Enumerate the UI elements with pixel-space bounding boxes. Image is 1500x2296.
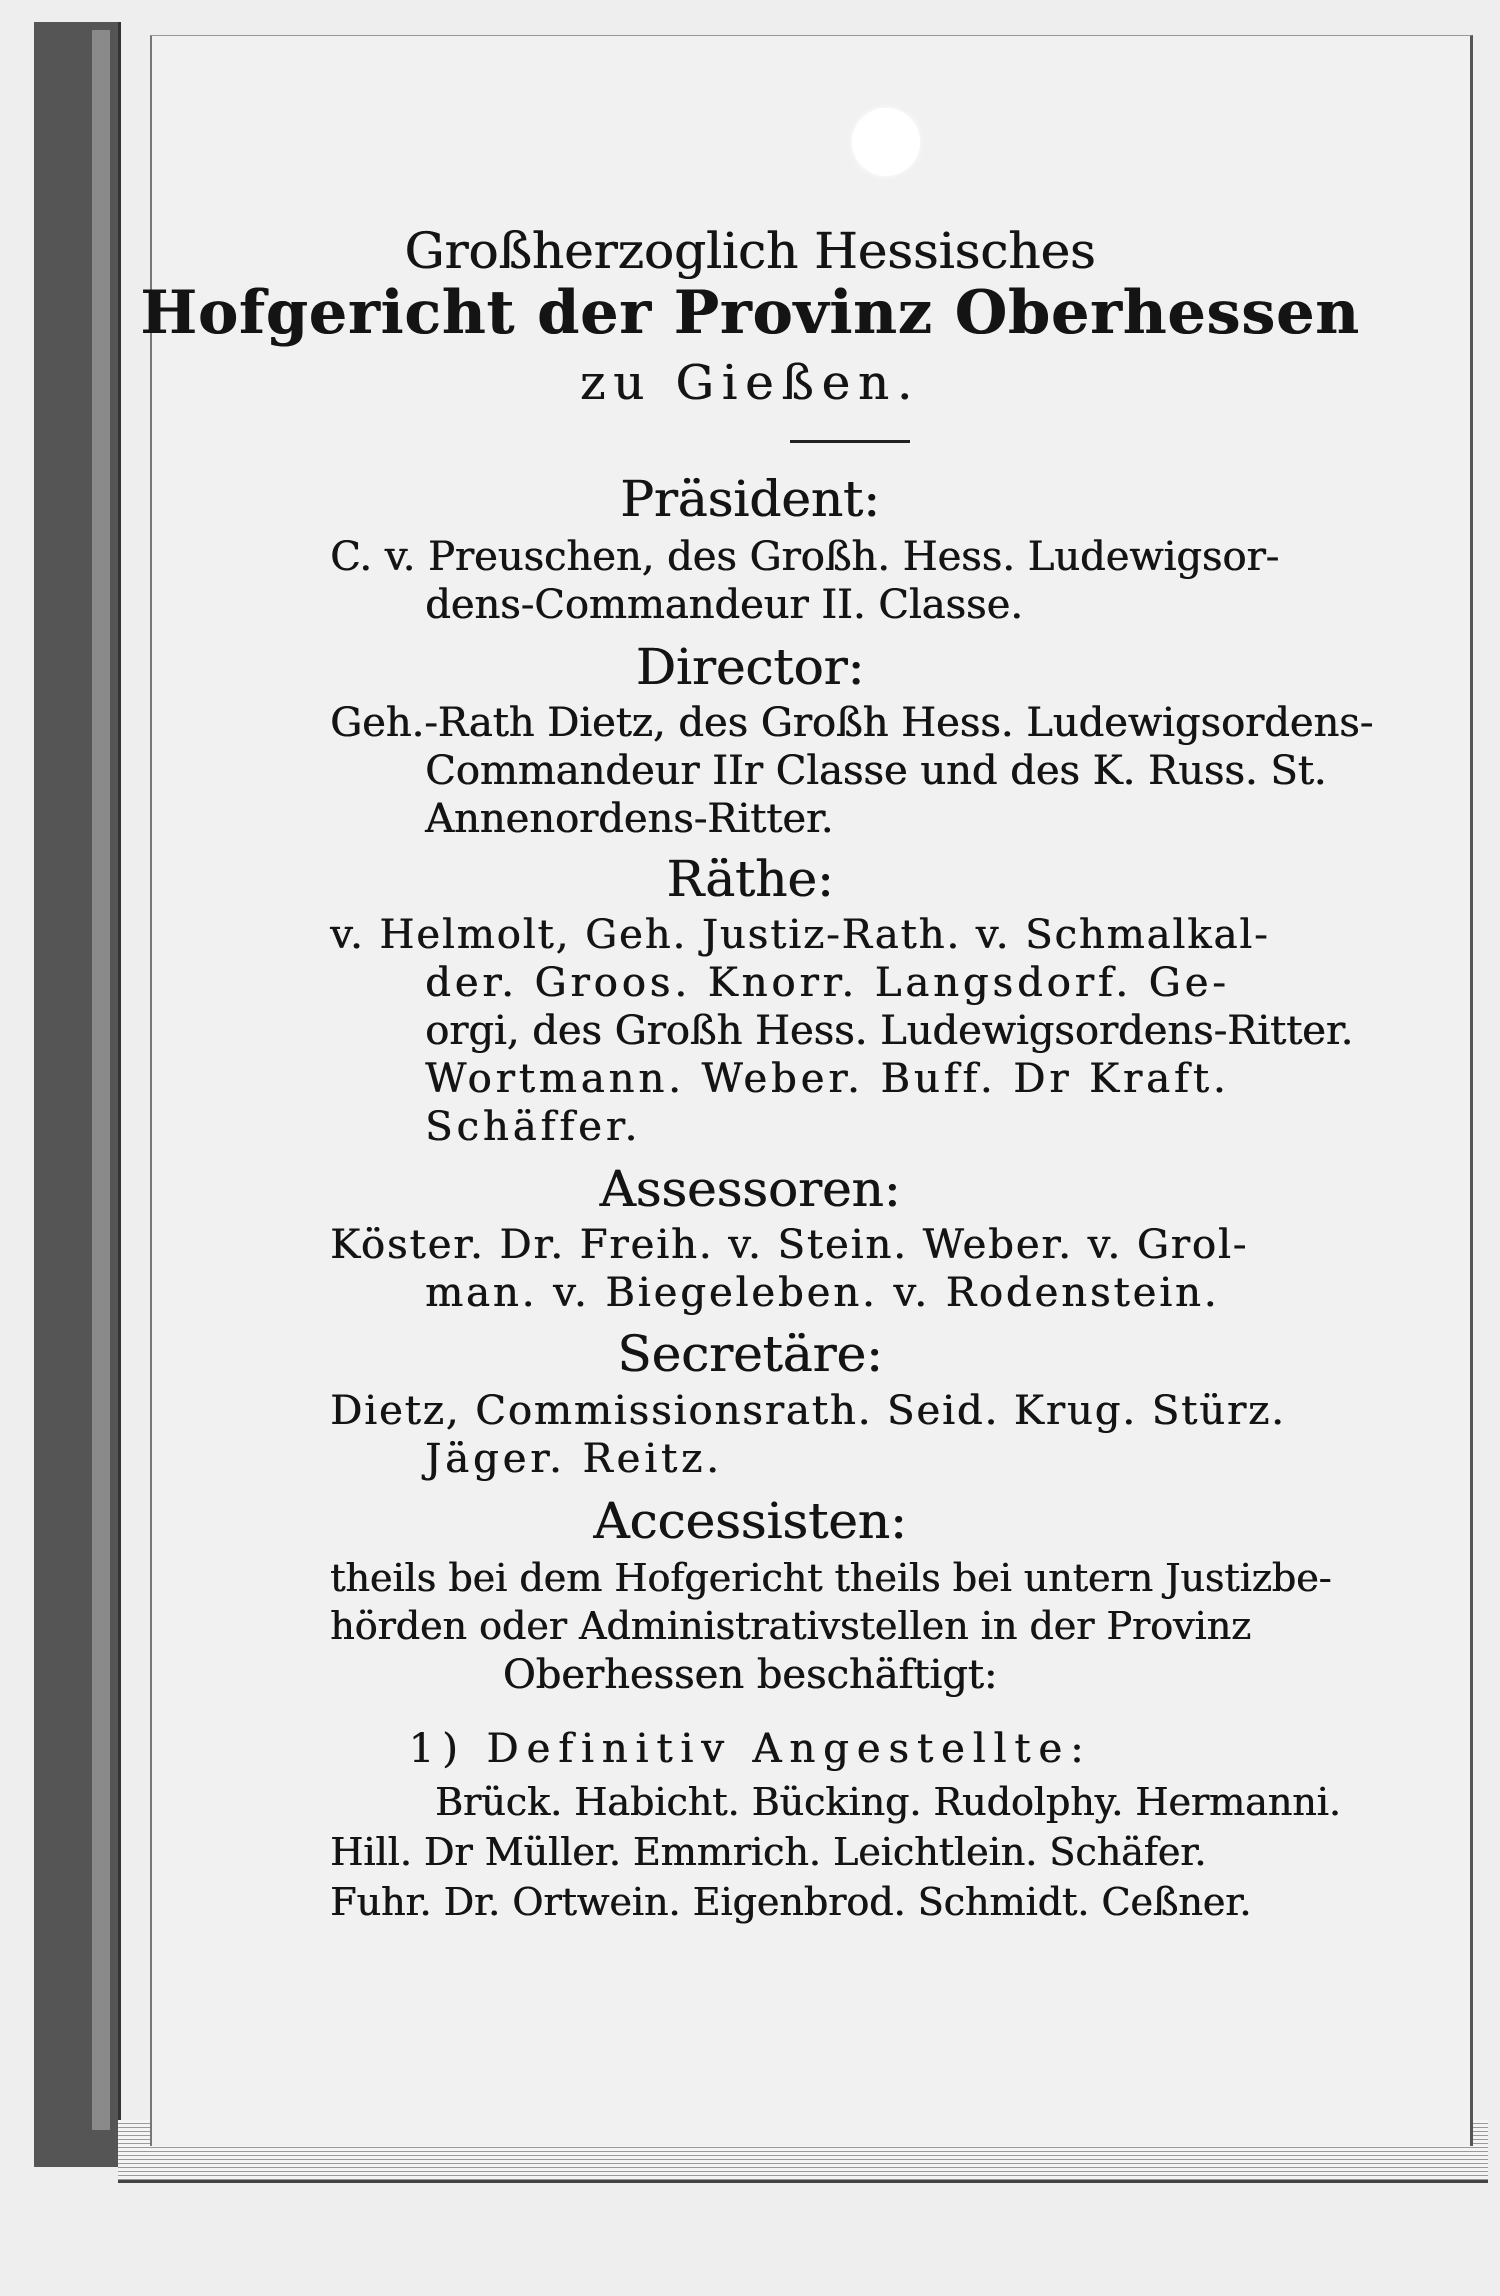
page-title: Hofgericht der Provinz Oberhessen (140, 278, 1360, 348)
names-line-2: Hill. Dr Müller. Emmrich. Leichtlein. Schäfer. (330, 1830, 1207, 1874)
heading-raethe: Räthe: (666, 850, 834, 908)
names-line-3: Fuhr. Dr. Ortwein. Eigenbrod. Schmidt. Ceßner. (330, 1880, 1252, 1924)
director-line-3: Annenordens-Ritter. (425, 796, 834, 842)
director-line-2: Commandeur IIr Classe und des K. Russ. St. (425, 748, 1327, 794)
praesident-line-2: dens-Commandeur II. Classe. (425, 582, 1023, 628)
accessisten-line-2: hörden oder Administrativstellen in der Provinz (330, 1604, 1251, 1648)
raethe-line-5: Schäffer. (425, 1104, 642, 1150)
raethe-line-4: Wortmann. Weber. Buff. Dr Kraft. (425, 1056, 1230, 1102)
header-line-3: zu Gießen. (579, 355, 921, 411)
subheading-definitiv: 1) Definitiv Angestellte: (408, 1726, 1092, 1772)
header-line-1: Großherzoglich Hessisches (404, 222, 1096, 280)
praesident-line-1: C. v. Preuschen, des Großh. Hess. Ludewigsor- (330, 534, 1280, 580)
punch-hole (852, 108, 920, 176)
assessoren-line-2: man. v. Biegeleben. v. Rodenstein. (425, 1270, 1220, 1316)
raethe-line-2: der. Groos. Knorr. Langsdorf. Ge- (425, 960, 1230, 1006)
divider-rule (790, 440, 910, 443)
raethe-line-3: orgi, des Großh Hess. Ludewigsordens-Ritter. (425, 1008, 1354, 1054)
raethe-line-1: v. Helmolt, Geh. Justiz-Rath. v. Schmalkal- (330, 912, 1270, 958)
heading-praesident: Präsident: (620, 470, 880, 528)
heading-accessisten: Accessisten: (593, 1492, 907, 1550)
names-line-1: Brück. Habicht. Bücking. Rudolphy. Hermanni. (435, 1780, 1341, 1824)
director-line-1: Geh.-Rath Dietz, des Großh Hess. Ludewigsordens- (330, 700, 1374, 746)
accessisten-line-3: Oberhessen beschäftigt: (502, 1652, 998, 1698)
assessoren-line-1: Köster. Dr. Freih. v. Stein. Weber. v. Grol- (330, 1222, 1249, 1268)
secretaere-line-2: Jäger. Reitz. (425, 1436, 723, 1482)
heading-secretaere: Secretäre: (617, 1325, 883, 1383)
heading-assessoren: Assessoren: (599, 1160, 901, 1218)
heading-director: Director: (635, 638, 865, 696)
secretaere-line-1: Dietz, Commissionsrath. Seid. Krug. Stürz. (330, 1388, 1286, 1434)
accessisten-line-1: theils bei dem Hofgericht theils bei untern Justizbe- (330, 1556, 1332, 1600)
